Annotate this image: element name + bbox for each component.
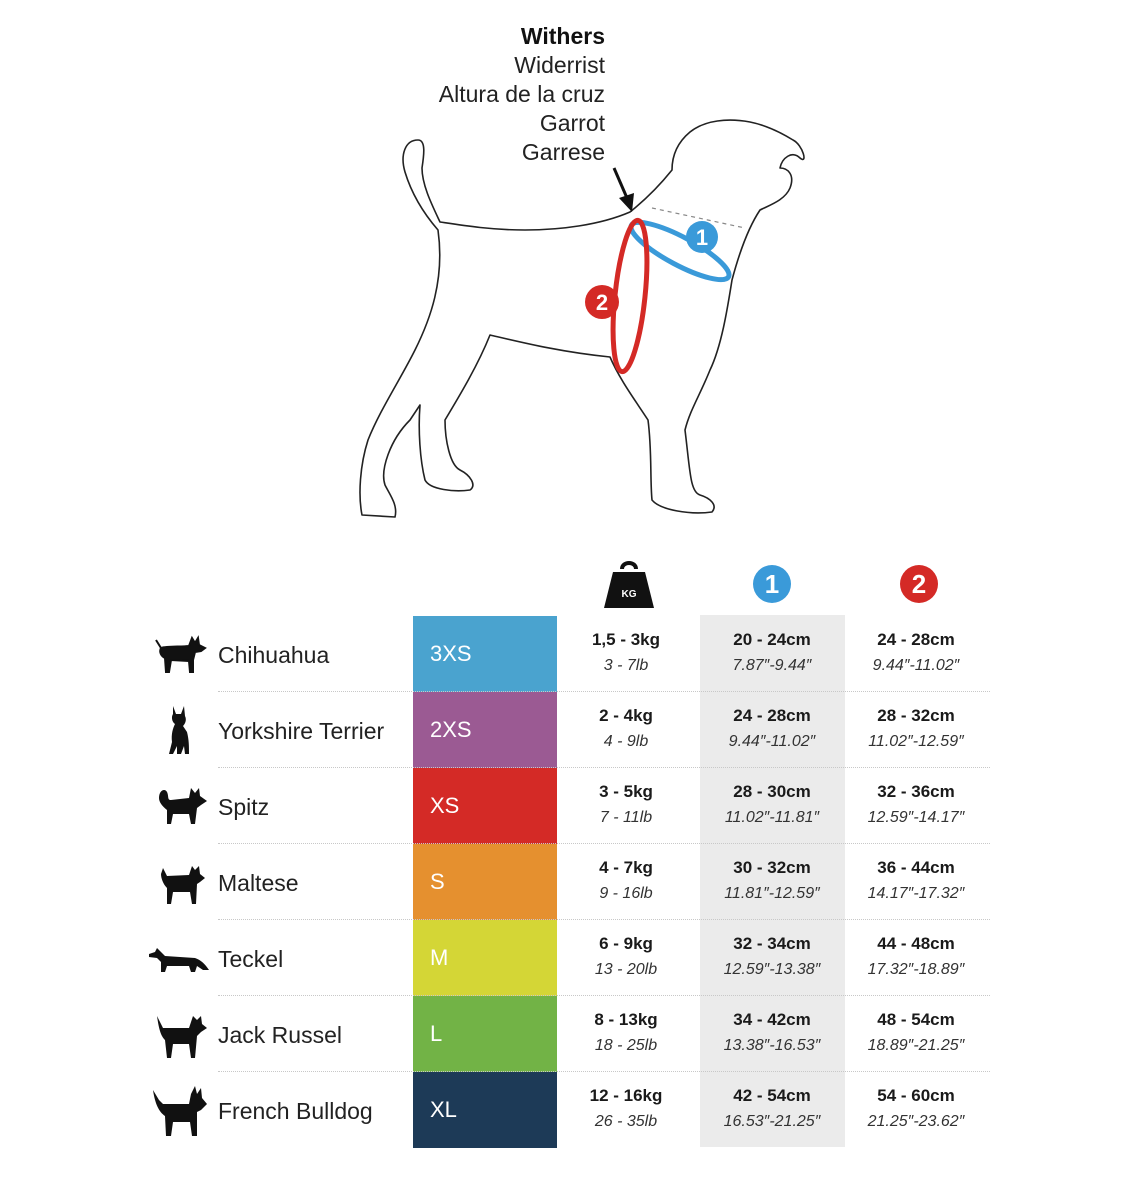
weight-lb: 26 - 35lb: [594, 1113, 658, 1130]
french-bulldog-silhouette-icon: [145, 1082, 213, 1140]
chest-marker-label: 2: [595, 290, 609, 315]
chest-column-header: [899, 564, 939, 604]
chest-cm: 24 - 28cm: [877, 630, 955, 649]
neck-cm: 42 - 54cm: [733, 1086, 811, 1105]
neck-in: 12.59″-13.38″: [723, 961, 821, 978]
neck-column-header: [752, 564, 792, 604]
chest-cm: 36 - 44cm: [877, 858, 955, 877]
breed-name: Jack Russel: [218, 1022, 342, 1048]
chest-cm: 32 - 36cm: [877, 782, 955, 801]
weight-kg: 1,5 - 3kg: [591, 630, 661, 649]
neck-in: 11.02″-11.81″: [724, 809, 820, 826]
weight-lb: 18 - 25lb: [594, 1037, 658, 1054]
withers-translation: Garrot: [539, 110, 605, 136]
size-badge: L: [413, 996, 557, 1072]
table-row: [0, 692, 1140, 768]
breed-name: Maltese: [218, 870, 299, 896]
weight-kg: 6 - 9kg: [599, 934, 653, 953]
weight-lb: 13 - 20lb: [594, 961, 658, 978]
weight-lb: 7 - 11lb: [599, 809, 653, 826]
chest-in: 18.89″-21.25″: [867, 1037, 965, 1054]
chest-in: 12.59″-14.17″: [867, 809, 965, 826]
chest-in: 9.44″-11.02″: [872, 657, 960, 674]
breed-name: Chihuahua: [218, 642, 330, 668]
dog-outline: [360, 120, 804, 517]
neck-cm: 20 - 24cm: [733, 630, 811, 649]
withers-translation: Altura de la cruz: [438, 81, 605, 107]
yorkshire-terrier-silhouette-icon: [145, 702, 213, 760]
size-badge: 2XS: [413, 692, 557, 768]
chest-in: 21.25″-23.62″: [867, 1113, 965, 1130]
weight-icon-label: KG: [621, 589, 637, 600]
size-badge: XL: [413, 1072, 557, 1148]
breed-name: Spitz: [218, 794, 270, 820]
withers-title: Withers: [520, 23, 605, 49]
weight-kg: 8 - 13kg: [594, 1010, 658, 1029]
table-row: [0, 844, 1140, 920]
size-badge: XS: [413, 768, 557, 844]
weight-lb: 9 - 16lb: [599, 885, 653, 902]
chest-cm: 48 - 54cm: [877, 1010, 955, 1029]
chest-cm: 44 - 48cm: [877, 934, 955, 953]
weight-lb: 4 - 9lb: [603, 733, 649, 750]
spitz-silhouette-icon: [145, 778, 213, 836]
weight-icon: [601, 558, 657, 610]
chest-cm: 54 - 60cm: [877, 1086, 955, 1105]
chest-in: 17.32″-18.89″: [867, 961, 965, 978]
neck-in: 11.81″-12.59″: [724, 885, 820, 902]
weight-lb: 3 - 7lb: [603, 657, 649, 674]
breed-name: French Bulldog: [218, 1098, 373, 1124]
neck-cm: 24 - 28cm: [733, 706, 811, 725]
neck-in: 13.38″-16.53″: [723, 1037, 821, 1054]
breed-name: Teckel: [218, 946, 284, 972]
table-row: [0, 768, 1140, 844]
teckel-silhouette-icon: [145, 930, 213, 988]
neck-header-label: 1: [764, 569, 780, 599]
weight-kg: 4 - 7kg: [599, 858, 653, 877]
table-row: [0, 996, 1140, 1072]
jack-russel-silhouette-icon: [145, 1006, 213, 1064]
size-badge: M: [413, 920, 557, 996]
withers-arrow: [614, 168, 634, 212]
neck-cm: 28 - 30cm: [733, 782, 811, 801]
size-badge: 3XS: [413, 616, 557, 692]
table-row: [0, 920, 1140, 996]
chest-in: 14.17″-17.32″: [867, 885, 965, 902]
withers-translation: Widerrist: [514, 52, 605, 78]
table-row: [0, 1072, 1140, 1148]
neck-cm: 30 - 32cm: [733, 858, 811, 877]
weight-kg: 12 - 16kg: [589, 1086, 663, 1105]
size-badge: S: [413, 844, 557, 920]
weight-kg: 3 - 5kg: [599, 782, 653, 801]
neck-cm: 34 - 42cm: [733, 1010, 811, 1029]
weight-kg: 2 - 4kg: [599, 706, 653, 725]
neck-in: 16.53″-21.25″: [723, 1113, 821, 1130]
chest-in: 11.02″-12.59″: [868, 733, 964, 750]
chest-header-label: 2: [911, 569, 927, 599]
neck-marker-label: 1: [695, 225, 709, 250]
withers-translation: Garrese: [521, 139, 605, 165]
dog-measurement-diagram: [0, 0, 1140, 540]
neck-in: 9.44″-11.02″: [728, 733, 816, 750]
maltese-silhouette-icon: [145, 854, 213, 912]
table-row: [0, 616, 1140, 692]
chest-cm: 28 - 32cm: [877, 706, 955, 725]
breed-name: Yorkshire Terrier: [218, 718, 385, 744]
neck-cm: 32 - 34cm: [733, 934, 811, 953]
neck-in: 7.87″-9.44″: [732, 657, 812, 674]
chihuahua-silhouette-icon: [145, 626, 213, 684]
